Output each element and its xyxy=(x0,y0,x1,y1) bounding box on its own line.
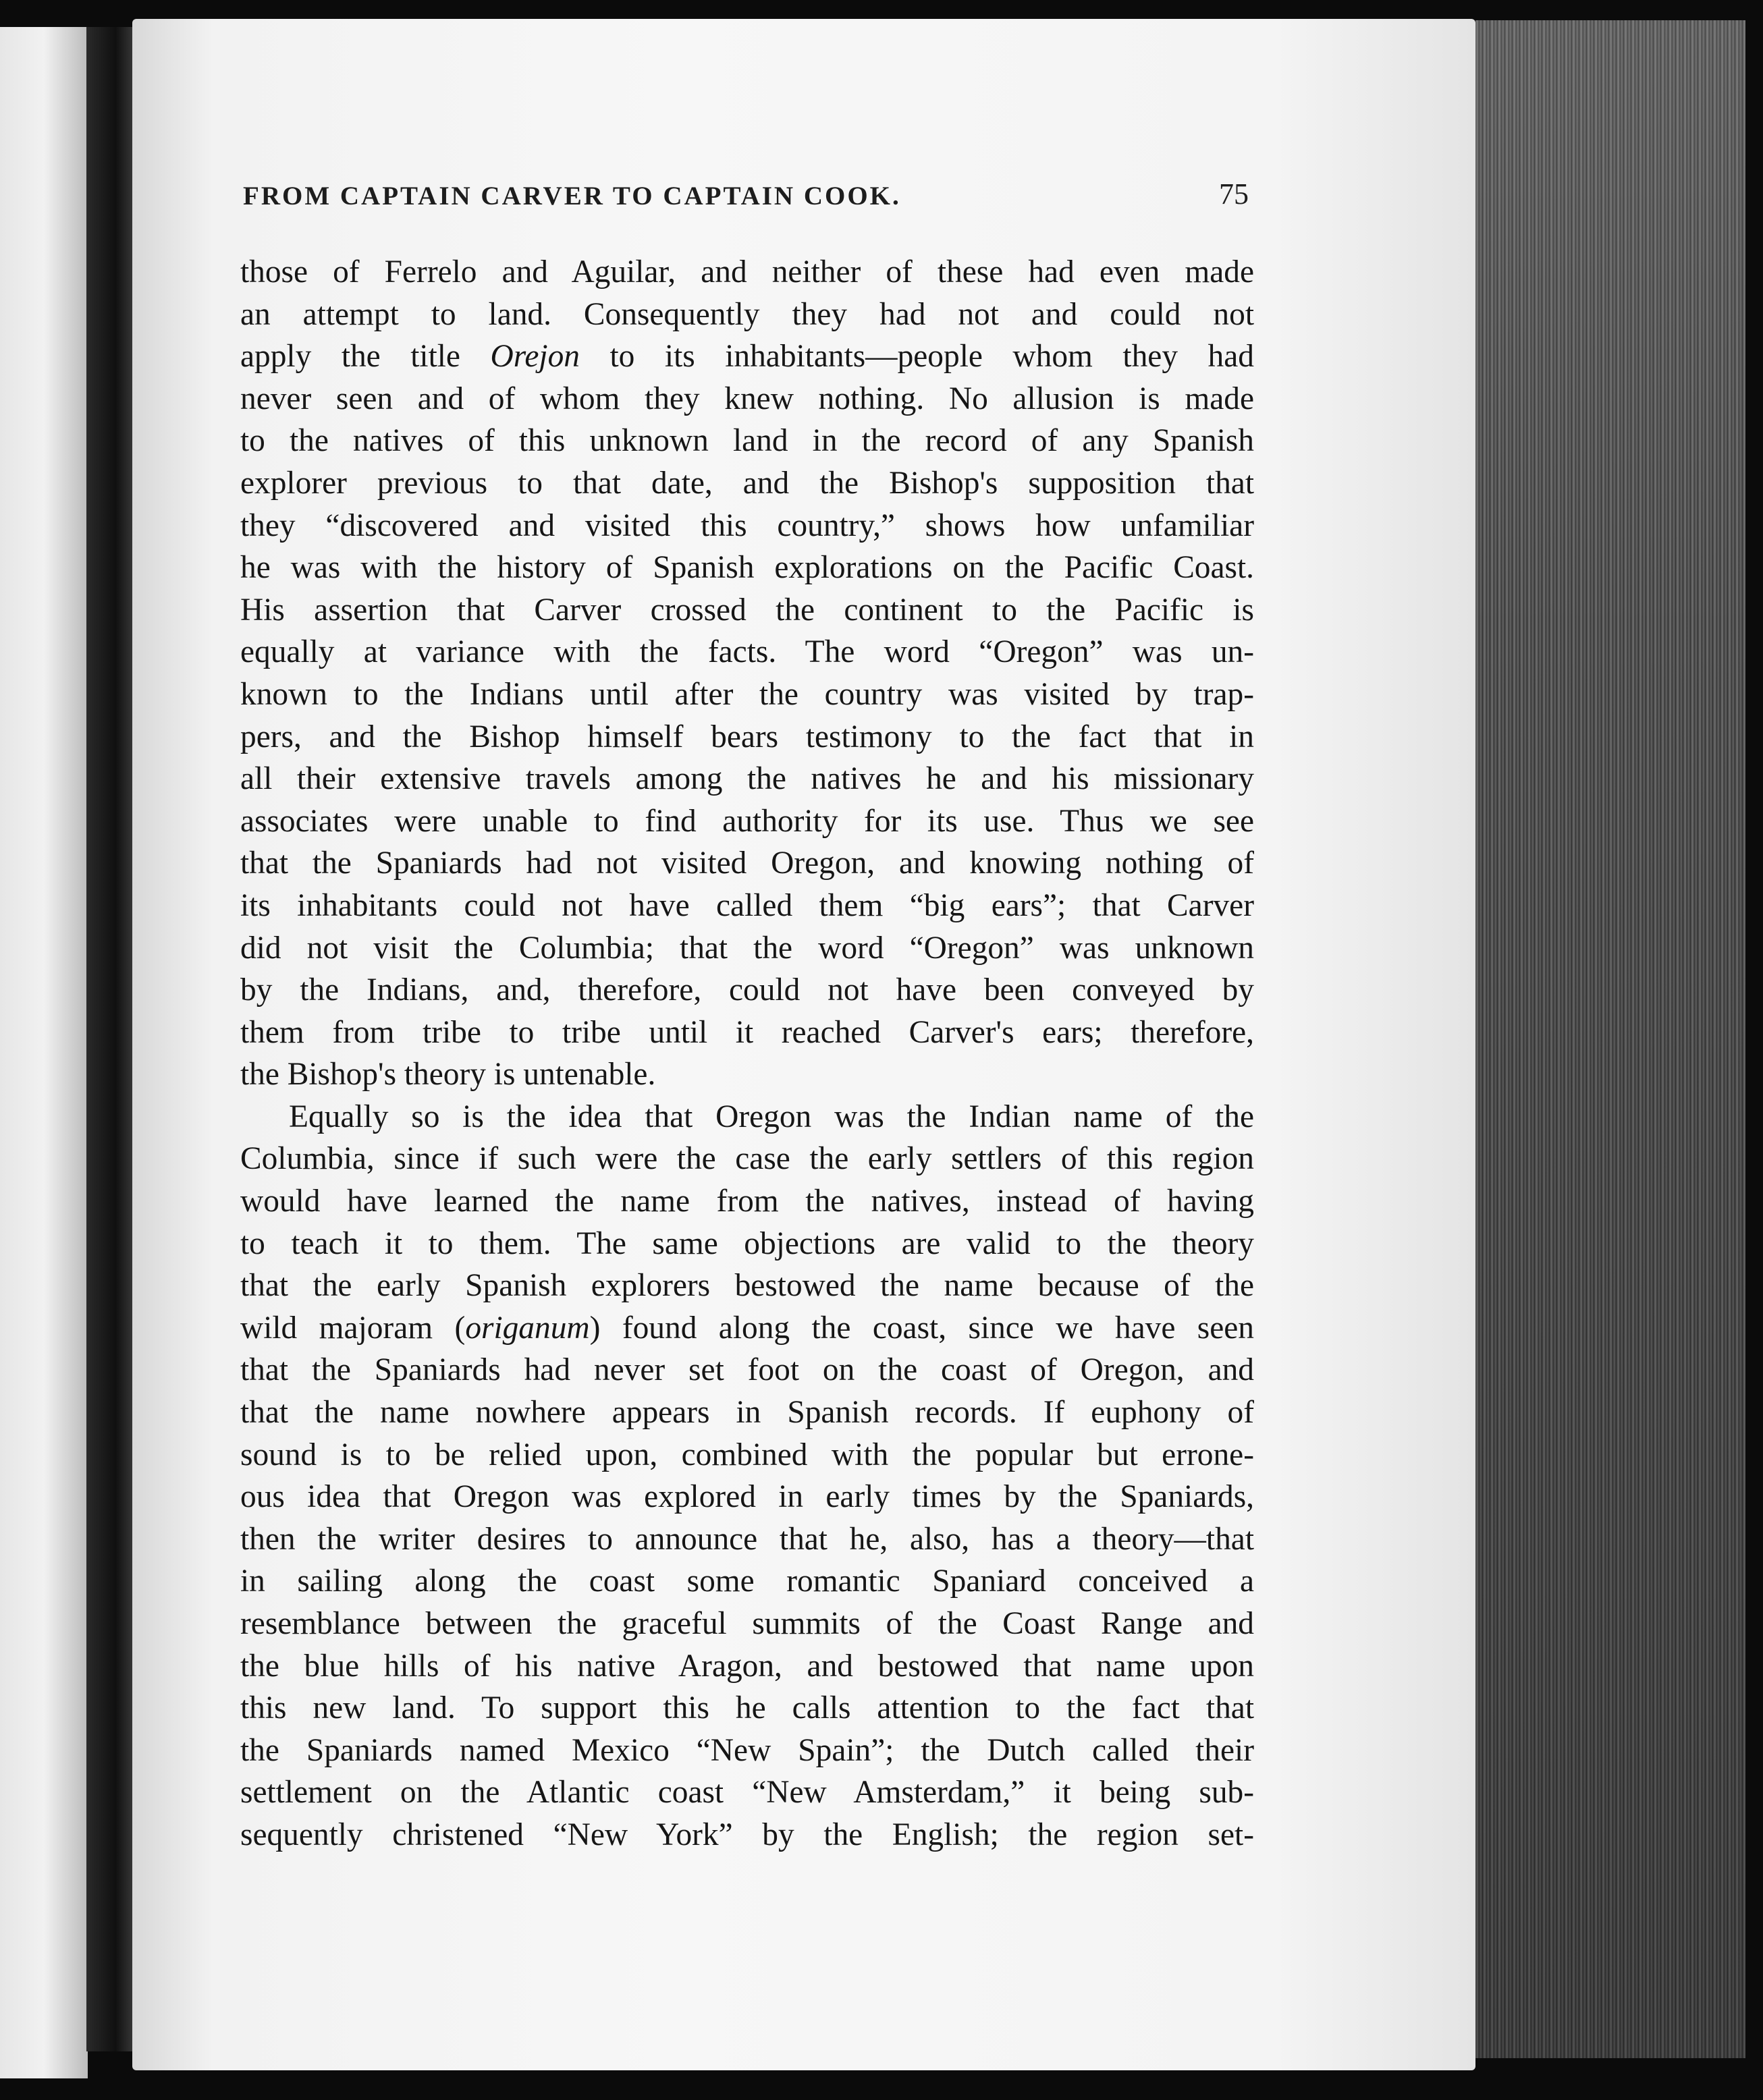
text-line: known to the Indians until after the country was visited by trap- xyxy=(240,676,1254,712)
text-line: Columbia, since if such were the case the early settlers of this region xyxy=(240,1141,1254,1177)
text-line: that the Spaniards had not visited Oregon, and knowing nothing of xyxy=(240,846,1254,881)
text-line: he was with the history of Spanish explorations on the Pacific Coast. xyxy=(240,550,1254,586)
text-line: associates were unable to find authority for its use. Thus we see xyxy=(240,803,1254,839)
text-line: then the writer desires to announce that he, also, has a theory—that xyxy=(240,1521,1254,1557)
text-line: the blue hills of his native Aragon, and bestowed that name upon xyxy=(240,1648,1254,1684)
text-line: the Bishop's theory is untenable. xyxy=(240,1057,656,1093)
text-line-segment: apply the title xyxy=(240,339,491,375)
text-line: to the natives of this unknown land in the record of any Spanish xyxy=(240,423,1254,459)
text-line: them from tribe to tribe until it reached Carver's ears; therefore, xyxy=(240,1014,1254,1050)
text-line: that the early Spanish explorers bestowed the name because of the xyxy=(240,1268,1254,1304)
text-line: ous idea that Oregon was explored in early times by the Spaniards, xyxy=(240,1479,1254,1515)
text-line: that the Spaniards had never set foot on the coast of Oregon, and xyxy=(240,1352,1254,1388)
text-line: they “discovered and visited this country,” shows how unfamiliar xyxy=(240,507,1254,543)
italic-term: Orejon xyxy=(490,339,580,375)
text-line: sound is to be relied upon, combined with the popular but errone- xyxy=(240,1437,1254,1472)
text-line: the Spaniards named Mexico “New Spain”; the Dutch called their xyxy=(240,1732,1254,1768)
text-line: sequently christened “New York” by the English; the region set- xyxy=(240,1817,1254,1852)
text-line: did not visit the Columbia; that the word “Oregon” was unknown xyxy=(240,930,1254,966)
page-edges-shading xyxy=(1475,20,1745,2058)
text-line: in sailing along the coast some romantic Spaniard conceived a xyxy=(240,1564,1254,1599)
text-line: never seen and of whom they knew nothing. No allusion is made xyxy=(240,381,1254,416)
text-line xyxy=(240,1307,1254,1350)
text-line: His assertion that Carver crossed the continent to the Pacific is xyxy=(240,592,1254,628)
text-line: those of Ferrelo and Aguilar, and neither of these had even made xyxy=(240,254,1254,289)
book-gutter xyxy=(86,27,135,2051)
text-line: all their extensive travels among the natives he and his missionary xyxy=(240,761,1254,797)
text-line: explorer previous to that date, and the Bishop's supposition that xyxy=(240,465,1254,501)
body-text xyxy=(240,251,1254,1856)
running-head: FROM CAPTAIN CARVER TO CAPTAIN COOK. xyxy=(243,182,901,211)
text-line: to teach it to them. The same objections are valid to the theory xyxy=(240,1225,1254,1261)
previous-page-edge xyxy=(0,27,88,2078)
text-line-segment: ) found along the coast, since we have seen xyxy=(589,1310,1254,1346)
text-line: would have learned the name from the natives, instead of having xyxy=(240,1184,1254,1219)
text-line: this new land. To support this he calls attention to the fact that xyxy=(240,1690,1254,1726)
text-line: Equally so is the idea that Oregon was the Indian name of the xyxy=(289,1099,1254,1134)
page-number: 75 xyxy=(1219,177,1249,211)
italic-term: origanum xyxy=(465,1310,590,1346)
text-line-segment: to its inhabitants—people whom they had xyxy=(579,339,1254,375)
text-line: equally at variance with the facts. The word “Oregon” was un- xyxy=(240,634,1254,670)
text-line: an attempt to land. Consequently they had not and could not xyxy=(240,296,1254,332)
text-line: resemblance between the graceful summits of the Coast Range and xyxy=(240,1606,1254,1641)
text-line: by the Indians, and, therefore, could not have been conveyed by xyxy=(240,972,1254,1008)
text-line: that the name nowhere appears in Spanish records. If euphony of xyxy=(240,1395,1254,1431)
text-line xyxy=(240,335,1254,378)
text-line: pers, and the Bishop himself bears testimony to the fact that in xyxy=(240,719,1254,754)
text-line-segment: wild majoram ( xyxy=(240,1310,466,1346)
text-line: its inhabitants could not have called them “big ears”; that Carver xyxy=(240,887,1254,923)
text-line: settlement on the Atlantic coast “New Amsterdam,” it being sub- xyxy=(240,1775,1254,1811)
